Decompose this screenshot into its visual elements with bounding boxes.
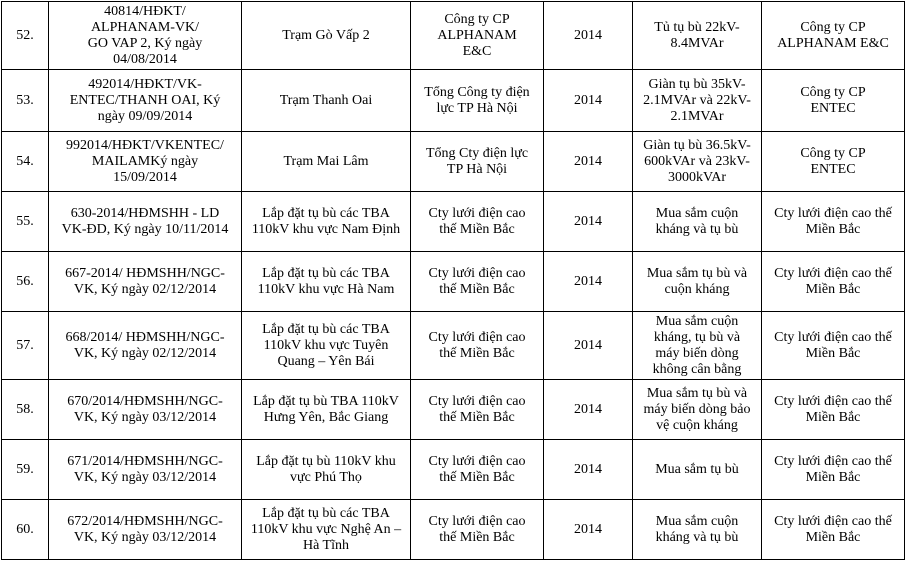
investor-name: Cty lưới điện cao thế Miền Bắc	[411, 312, 544, 380]
row-number: 53.	[2, 70, 49, 132]
row-number: 56.	[2, 252, 49, 312]
customer-name: Cty lưới điện cao thế Miền Bắc	[762, 192, 905, 252]
work-scope: Mua sắm cuộn kháng và tụ bù	[633, 500, 762, 560]
project-name: Trạm Gò Vấp 2	[242, 2, 411, 70]
row-number: 57.	[2, 312, 49, 380]
table-row	[2, 192, 905, 252]
investor-name: Tổng Cty điện lực TP Hà Nội	[411, 132, 544, 192]
table-row	[2, 440, 905, 500]
row-number: 58.	[2, 380, 49, 440]
customer-name: Cty lưới điện cao thế Miền Bắc	[762, 312, 905, 380]
investor-name: Công ty CP ALPHANAM E&C	[411, 2, 544, 70]
table-row	[2, 380, 905, 440]
customer-name: Công ty CP ENTEC	[762, 132, 905, 192]
project-name: Lắp đặt tụ bù các TBA 110kV khu vực Nam Định	[242, 192, 411, 252]
investor-name: Cty lưới điện cao thế Miền Bắc	[411, 380, 544, 440]
customer-name: Cty lưới điện cao thế Miền Bắc	[762, 252, 905, 312]
contract-year: 2014	[544, 70, 633, 132]
contract-year: 2014	[544, 192, 633, 252]
contract-year: 2014	[544, 252, 633, 312]
work-scope: Mua sắm tụ bù	[633, 440, 762, 500]
contract-year: 2014	[544, 500, 633, 560]
work-scope: Giàn tụ bù 36.5kV- 600kVAr và 23kV- 3000kVAr	[633, 132, 762, 192]
customer-name: Công ty CP ENTEC	[762, 70, 905, 132]
contract-number: 492014/HĐKT/VK- ENTEC/THANH OAI, Ký ngày 09/09/2014	[49, 70, 242, 132]
row-number: 54.	[2, 132, 49, 192]
customer-name: Cty lưới điện cao thế Miền Bắc	[762, 380, 905, 440]
work-scope: Mua sắm cuộn kháng và tụ bù	[633, 192, 762, 252]
contract-number: 670/2014/HĐMSHH/NGC- VK, Ký ngày 03/12/2014	[49, 380, 242, 440]
investor-name: Cty lưới điện cao thế Miền Bắc	[411, 192, 544, 252]
table-row	[2, 2, 905, 70]
row-number: 52.	[2, 2, 49, 70]
contracts-table	[1, 1, 905, 560]
work-scope: Mua sắm cuộn kháng, tụ bù và máy biến dòng không cân bằng	[633, 312, 762, 380]
project-name: Lắp đặt tụ bù các TBA 110kV khu vực Nghệ An – Hà Tĩnh	[242, 500, 411, 560]
contract-number: 667-2014/ HĐMSHH/NGC- VK, Ký ngày 02/12/2014	[49, 252, 242, 312]
customer-name: Công ty CP ALPHANAM E&C	[762, 2, 905, 70]
table-row	[2, 312, 905, 380]
contract-number: 668/2014/ HĐMSHH/NGC- VK, Ký ngày 02/12/2014	[49, 312, 242, 380]
project-name: Lắp đặt tụ bù TBA 110kV Hưng Yên, Bắc Giang	[242, 380, 411, 440]
table-row	[2, 70, 905, 132]
work-scope: Tủ tụ bù 22kV- 8.4MVAr	[633, 2, 762, 70]
contract-year: 2014	[544, 440, 633, 500]
work-scope: Mua sắm tụ bù và cuộn kháng	[633, 252, 762, 312]
work-scope: Giàn tụ bù 35kV- 2.1MVAr và 22kV- 2.1MVAr	[633, 70, 762, 132]
contract-year: 2014	[544, 312, 633, 380]
investor-name: Tổng Công ty điện lực TP Hà Nội	[411, 70, 544, 132]
project-name: Lắp đặt tụ bù các TBA 110kV khu vực Hà Nam	[242, 252, 411, 312]
contract-number: 672/2014/HĐMSHH/NGC- VK, Ký ngày 03/12/2014	[49, 500, 242, 560]
customer-name: Cty lưới điện cao thế Miền Bắc	[762, 440, 905, 500]
contract-year: 2014	[544, 2, 633, 70]
investor-name: Cty lưới điện cao thế Miền Bắc	[411, 500, 544, 560]
project-name: Lắp đặt tụ bù 110kV khu vực Phú Thọ	[242, 440, 411, 500]
row-number: 55.	[2, 192, 49, 252]
contract-year: 2014	[544, 380, 633, 440]
investor-name: Cty lưới điện cao thế Miền Bắc	[411, 440, 544, 500]
row-number: 59.	[2, 440, 49, 500]
contract-number: 671/2014/HĐMSHH/NGC- VK, Ký ngày 03/12/2014	[49, 440, 242, 500]
contract-year: 2014	[544, 132, 633, 192]
project-name: Trạm Thanh Oai	[242, 70, 411, 132]
work-scope: Mua sắm tụ bù và máy biến dòng bảo vệ cuộn kháng	[633, 380, 762, 440]
project-name: Trạm Mai Lâm	[242, 132, 411, 192]
row-number: 60.	[2, 500, 49, 560]
investor-name: Cty lưới điện cao thế Miền Bắc	[411, 252, 544, 312]
customer-name: Cty lưới điện cao thế Miền Bắc	[762, 500, 905, 560]
table-row	[2, 252, 905, 312]
table-row	[2, 132, 905, 192]
project-name: Lắp đặt tụ bù các TBA 110kV khu vực Tuyên Quang – Yên Bái	[242, 312, 411, 380]
contract-number: 992014/HĐKT/VKENTEC/ MAILAMKý ngày 15/09/2014	[49, 132, 242, 192]
table-row	[2, 500, 905, 560]
contract-number: 630-2014/HĐMSHH - LD VK-ĐD, Ký ngày 10/11/2014	[49, 192, 242, 252]
contract-number: 40814/HĐKT/ ALPHANAM-VK/ GO VAP 2, Ký ngày 04/08/2014	[49, 2, 242, 70]
